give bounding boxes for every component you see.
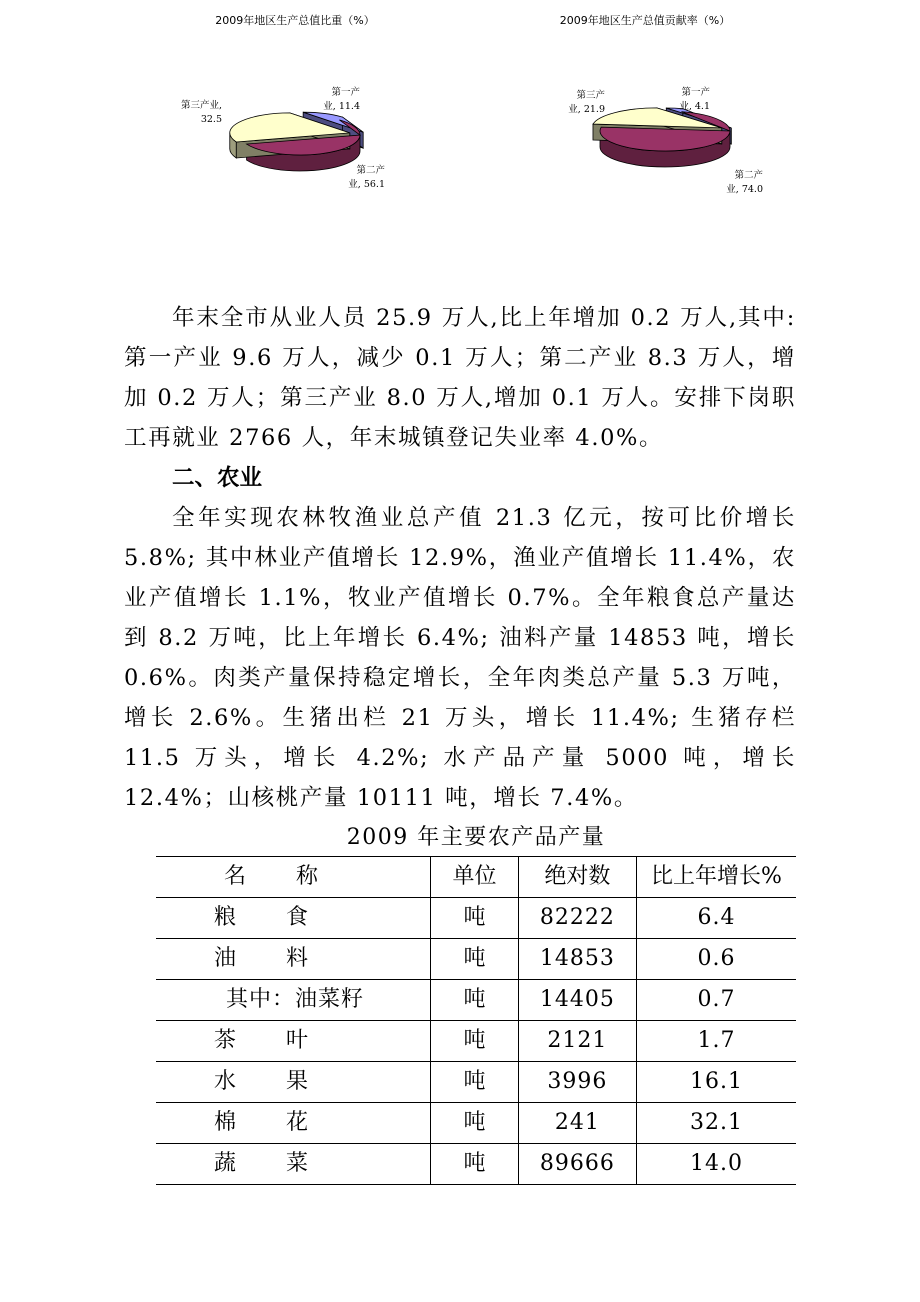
table-header-row (156, 857, 796, 898)
pie-label-tertiary: 第三产业, 32.5 (180, 100, 222, 125)
cell-unit: 吨 (431, 939, 519, 980)
cell-unit: 吨 (431, 1062, 519, 1103)
header-value: 绝对数 (518, 857, 636, 898)
cell-value: 3996 (518, 1062, 636, 1103)
chart-title: 2009年地区生产总值贡献率（%） (559, 14, 731, 27)
cell-unit: 吨 (431, 980, 519, 1021)
cell-unit: 吨 (431, 898, 519, 939)
cell-growth: 14.0 (636, 1144, 796, 1185)
gdp-contribution-chart (480, 8, 810, 208)
chart-title: 2009年地区生产总值比重（%） (215, 14, 375, 27)
table-row (156, 898, 796, 939)
table-row (156, 980, 796, 1021)
cell-name: 水 果 (156, 1062, 431, 1103)
cell-growth: 16.1 (636, 1062, 796, 1103)
cell-value: 89666 (518, 1144, 636, 1185)
cell-value: 14853 (518, 939, 636, 980)
header-name: 名 称 (156, 857, 431, 898)
cell-unit: 吨 (431, 1103, 519, 1144)
cell-growth: 1.7 (636, 1021, 796, 1062)
pie-label-secondary: 第二产业, 74.0 (726, 170, 763, 195)
cell-unit: 吨 (431, 1144, 519, 1185)
cell-value: 241 (518, 1103, 636, 1144)
cell-growth: 6.4 (636, 898, 796, 939)
cell-name: 棉 花 (156, 1103, 431, 1144)
pie-label-primary: 第一产业, 11.4 (323, 87, 360, 112)
employment-paragraph: 年末全市从业人员 25.9 万人,比上年增加 0.2 万人,其中:第一产业 9.6 万人，减少 0.1 万人；第二产业 8.3 万人，增加 0.2 万人；第三产业 8.0 万人,增加 0.1 万人。安排下岗职工再就业 2766 人，年末城镇登记失业率 4.0%。 (124, 305, 796, 451)
header-unit: 单位 (431, 857, 519, 898)
section-heading: 二、农业 (172, 465, 263, 491)
pie-chart-svg (480, 8, 810, 208)
cell-growth: 0.7 (636, 980, 796, 1021)
pie-chart-svg (110, 8, 480, 208)
cell-growth: 32.1 (636, 1103, 796, 1144)
pie-label-secondary: 第二产业, 56.1 (348, 165, 385, 190)
cell-name: 粮 食 (156, 898, 431, 939)
cell-value: 82222 (518, 898, 636, 939)
table-row (156, 1021, 796, 1062)
cell-value: 14405 (518, 980, 636, 1021)
table-title: 2009 年主要农产品产量 (346, 825, 606, 850)
table-row (156, 1144, 796, 1185)
cell-name: 蔬 菜 (156, 1144, 431, 1185)
pie-label-tertiary: 第三产业, 21.9 (568, 90, 605, 115)
farm-products-table (156, 856, 796, 1185)
table-row (156, 1103, 796, 1144)
cell-value: 2121 (518, 1021, 636, 1062)
cell-name: 油 料 (156, 939, 431, 980)
cell-name: 其中：油菜籽 (156, 980, 431, 1021)
table-row (156, 1062, 796, 1103)
gdp-share-chart (110, 8, 480, 208)
pie-label-primary: 第一产业, 4.1 (679, 87, 710, 112)
cell-growth: 0.6 (636, 939, 796, 980)
cell-unit: 吨 (431, 1021, 519, 1062)
cell-name: 茶 叶 (156, 1021, 431, 1062)
header-growth: 比上年增长% (636, 857, 796, 898)
table-row (156, 939, 796, 980)
agriculture-paragraph: 全年实现农林牧渔业总产值 21.3 亿元，按可比价增长 5.8%; 其中林业产值增长 12.9%，渔业产值增长 11.4%，农业产值增长 1.1%，牧业产值增长 0.7%。全年粮食总产量达到 8.2 万吨，比上年增长 6.4%; 油料产量 14853 吨，增长 0.6%。肉类产量保持稳定增长，全年肉类总产量 5.3 万吨，增长 2.6%。生猪出栏 21 万头，增长 11.4%; 生猪存栏 11.5 万头，增长 4.2%; 水产品产量 5000 吨，增长 12.4%；山核桃产量 10111 吨，增长 7.4%。 (124, 505, 796, 811)
